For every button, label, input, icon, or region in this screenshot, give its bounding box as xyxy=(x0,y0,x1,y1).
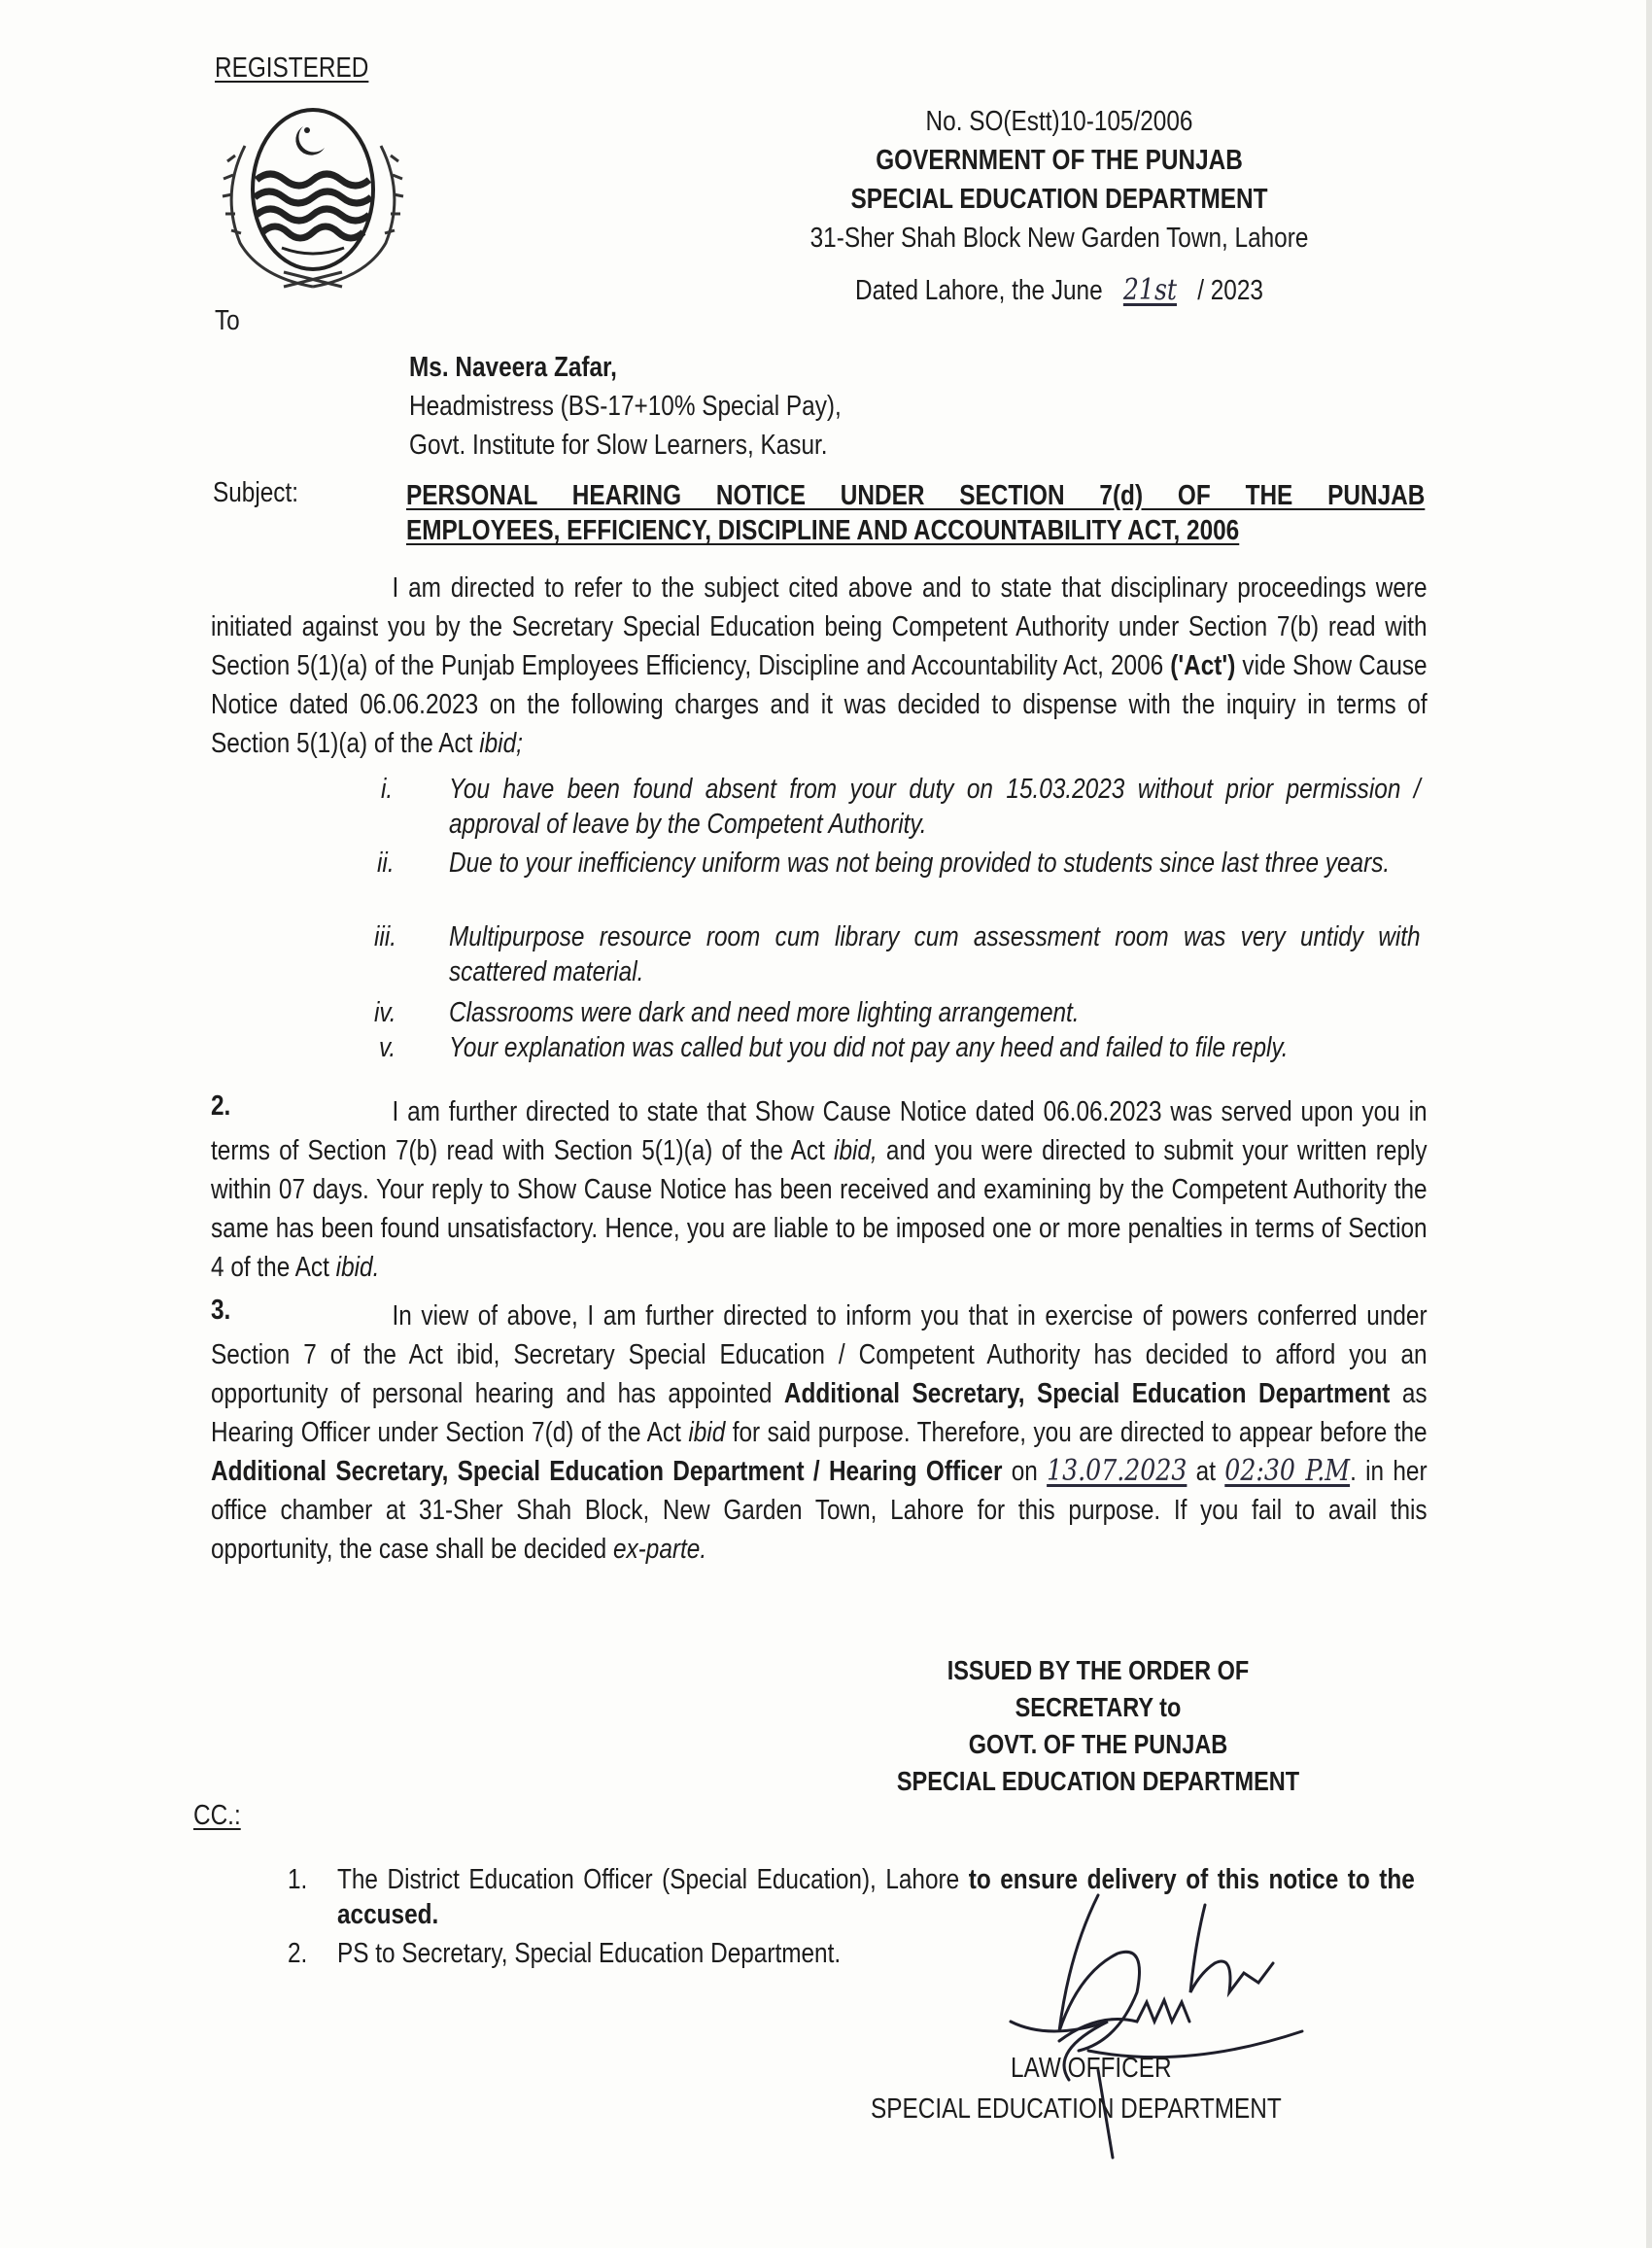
issued-line: SPECIAL EDUCATION DEPARTMENT xyxy=(896,1766,1300,1796)
signatory-department: SPECIAL EDUCATION DEPARTMENT xyxy=(871,2093,1282,2125)
para2-number: 2. xyxy=(211,1090,231,1122)
cc-item-text: The District Education Officer (Special Education), Lahore xyxy=(337,1864,969,1895)
para1-text: I am directed to refer to the subject cited above and to state that disciplinary proceedings were initiated against you by the Secretary Special Education being Competent Authority under Section 7(b) read with Section 5(1)(a) of the Punjab Employees Efficiency, Discipline and Accountability Act, 2006 xyxy=(211,572,1428,681)
para3-text-f: . in her office chamber at 31-Sher Shah Block, New Garden Town, Lahore for this purpose. If you fail to avail this opportunity, the case shall be decided xyxy=(211,1456,1428,1565)
charge-num: iv. xyxy=(374,997,396,1028)
registered-stamp: REGISTERED xyxy=(215,52,369,84)
dated-year: / 2023 xyxy=(1197,275,1263,306)
subject-line-2: EMPLOYEES, EFFICIENCY, DISCIPLINE AND ACCOUNTABILITY ACT, 2006 xyxy=(406,515,1240,546)
charge-num: v. xyxy=(379,1032,396,1063)
para3-number: 3. xyxy=(211,1295,231,1326)
ibid: ibid xyxy=(688,1417,726,1448)
para3-text-d: on xyxy=(1002,1456,1048,1487)
charge-num: ii. xyxy=(377,847,395,879)
para3-text-e: at xyxy=(1187,1456,1225,1487)
cc-item-bold: to ensure delivery of this notice to the accused. xyxy=(337,1864,1415,1930)
punjab-government-logo xyxy=(206,97,420,301)
dated-prefix: Dated Lahore, the June xyxy=(855,275,1103,306)
issued-line: GOVT. OF THE PUNJAB xyxy=(968,1729,1228,1759)
subject-line-1: PERSONAL HEARING NOTICE UNDER SECTION 7(d) OF THE PUNJAB xyxy=(406,480,1426,511)
charge-item: Classrooms were dark and need more lighting arrangement. xyxy=(449,997,1080,1028)
addressee-institute: Govt. Institute for Slow Learners, Kasur. xyxy=(409,430,828,461)
issued-line: ISSUED BY THE ORDER OF xyxy=(946,1655,1250,1685)
issued-by-block xyxy=(807,1652,1390,1800)
charge-item: You have been found absent from your duty on 15.03.2023 without prior permission / approval of leave by the Competent Authority. xyxy=(449,774,1421,840)
issued-line: SECRETARY to xyxy=(1015,1692,1182,1722)
cc-num: 1. xyxy=(288,1864,308,1895)
ibid: ibid. xyxy=(335,1252,380,1283)
para1-text-b: vide Show Cause Notice dated 06.06.2023 on the following charges and it was decided to dispense with the inquiry in terms of Section 5(1)(a) of the Act xyxy=(211,650,1428,759)
cc-num: 2. xyxy=(288,1938,308,1969)
reference-number: No. SO(Estt)10-105/2006 xyxy=(925,106,1193,137)
cc-label: CC.: xyxy=(193,1800,241,1831)
addressee-name: Ms. Naveera Zafar, xyxy=(409,352,617,383)
act-abbrev: ('Act') xyxy=(1170,650,1236,681)
ex-parte: ex-parte. xyxy=(612,1534,707,1565)
addressee-designation: Headmistress (BS-17+10% Special Pay), xyxy=(409,391,842,422)
dated-line xyxy=(807,271,1313,310)
cc-item: PS to Secretary, Special Education Department. xyxy=(337,1938,842,1969)
para3-text: In view of above, I am further directed to inform you that in exercise of powers conferred under Section 7 of the Act ibid, Secretary Special Education / Competent Authority has decided to afford you an opportunity of personal hearing and has appointed xyxy=(211,1300,1428,1409)
paragraph-2 xyxy=(211,1092,1428,1287)
letterhead xyxy=(758,102,1360,310)
signatory-title: LAW OFFICER xyxy=(1011,2053,1172,2084)
hearing-officer-bold-2: Additional Secretary, Special Education Department / Hearing Officer xyxy=(211,1456,1003,1487)
paragraph-1 xyxy=(211,569,1428,763)
charge-item: Multipurpose resource room cum library cum assessment room was very untidy with scattered material. xyxy=(449,921,1421,987)
department-address: 31-Sher Shah Block New Garden Town, Lahore xyxy=(809,223,1309,254)
hearing-officer-bold: Additional Secretary, Special Education Department xyxy=(783,1378,1391,1409)
para3-text-b: as Hearing Officer under Section 7(d) of the Act xyxy=(211,1378,1428,1448)
paragraph-3 xyxy=(211,1297,1428,1569)
para2-text: I am further directed to state that Show Cause Notice dated 06.06.2023 was served upon you in terms of Section 7(b) read with Section 5(1)(a) of the Act xyxy=(211,1096,1428,1166)
charge-item: Due to your inefficiency uniform was not being provided to students since last three years. xyxy=(449,847,1391,879)
charge-num: iii. xyxy=(374,921,397,952)
subject-title xyxy=(406,478,1425,548)
department-name: SPECIAL EDUCATION DEPARTMENT xyxy=(850,184,1268,215)
government-name: GOVERNMENT OF THE PUNJAB xyxy=(876,145,1243,176)
para3-text-c: for said purpose. Therefore, you are directed to appear before the xyxy=(725,1417,1428,1448)
ibid: ibid; xyxy=(479,728,523,759)
subject-label: Subject: xyxy=(213,477,299,508)
charge-item: Your explanation was called but you did not pay any heed and failed to file reply. xyxy=(449,1032,1289,1063)
handwritten-day: 21st xyxy=(1122,273,1177,307)
ibid: ibid, xyxy=(834,1135,878,1166)
page-edge-shadow xyxy=(1646,0,1652,2248)
charge-num: i. xyxy=(381,774,394,805)
to-label: To xyxy=(215,305,240,336)
handwritten-hearing-date: 13.07.2023 xyxy=(1047,1454,1187,1488)
addressee xyxy=(409,348,842,465)
para2-text-b: and you were directed to submit your written reply within 07 days. Your reply to Show Cause Notice has been received and examining by the Competent Authority the same has been found unsatisfactory. Hence, you are liable to be imposed one or more penalties in terms of Section 4 of the Act xyxy=(211,1135,1428,1283)
handwritten-hearing-time: 02:30 P.M xyxy=(1224,1454,1351,1488)
